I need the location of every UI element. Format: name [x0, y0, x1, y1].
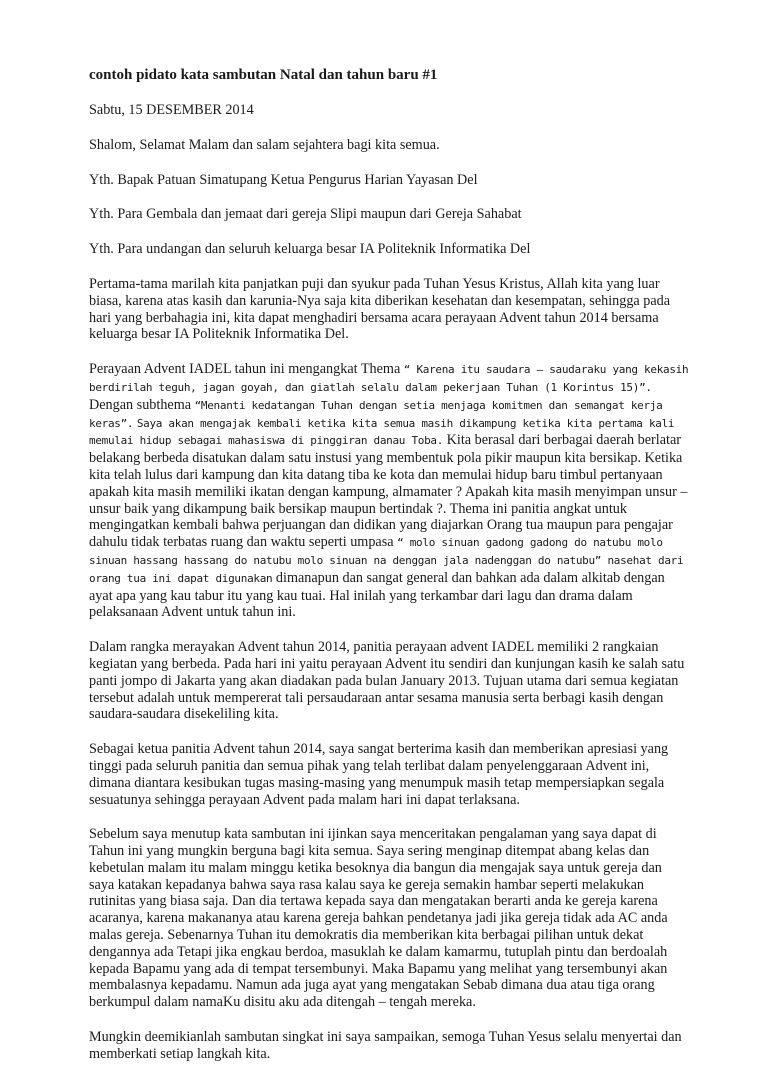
paragraph-theme [89, 361, 689, 621]
subtheme-intro: Dengan subthema [89, 396, 192, 413]
paragraph-appreciation: Sebagai ketua panitia Advent tahun 2014, saya sangat berterima kasih dan memberikan apresiasi yang tinggi pada seluruh panitia dan semua pihak yang telah terlibat dalam penyelenggaraan Advent ini, dimana diantara kesibukan tugas masing-masing yang menumpuk masih tetap mempersiapkan segala sesuatunya sehingga perayaan Advent pada malam hari ini dapat terlaksana. [89, 741, 669, 808]
document-title: contoh pidato kata sambutan Natal dan tahun baru #1 [89, 67, 438, 83]
paragraph-closing: Mungkin deemikianlah sambutan singkat ini saya sampaikan, semoga Tuhan Yesus selalu menyertai dan memberkati setiap langkah kita. [89, 1029, 682, 1062]
paragraph-opening: Pertama-tama marilah kita panjatkan puji dan syukur pada Tuhan Yesus Kristus, Allah kita yang luar biasa, karena atas kasih dan karunia-Nya saja kita diberikan kesehatan dan kesempatan, sehingga pada hari yang berbahagia ini, kita dapat menghadiri bersama acara perayaan Advent tahun 2014 bersama keluarga besar IA Politeknik Informatika Del. [89, 275, 671, 343]
theme-intro: Perayaan Advent IADEL tahun ini mengangkat Thema [89, 361, 401, 378]
theme-quote: “ Karena itu saudara – saudaraku yang kekasih berdirilah teguh, jagan goyah, dan giatlah selalu dalam pekerjaan Tuhan (1 Korintus 15)”. [89, 363, 689, 394]
theme-closing: dimanapun dan sangat general dan bahkan ada dalam alkitab dengan ayat apa yang kau tabur itu yang kau tuai. Hal inilah yang terkambar dari lagu dan drama dalam pelaksanaan Advent untuk tahun ini. [89, 569, 665, 621]
greeting-line: Shalom, Selamat Malam dan salam sejahtera bagi kita semua. [89, 136, 440, 153]
paragraph-activities: Dalam rangka merayakan Advent tahun 2014, panitia perayaan advent IADEL memiliki 2 rangkaian kegiatan yang berbeda. Pada hari ini yaitu perayaan Advent itu sendiri dan kunjungan kasih ke salah satu panti jompo di Jakarta yang akan diadakan pada bulan January 2013. Tujuan utama dari semua kegiatan tersebut adalah untuk mempererat tali persaudaraan antar sesama manusia serta berbagi kasih dengan saudara-saudara disekeliling kita. [89, 639, 685, 723]
salutation-2: Yth. Para Gembala dan jemaat dari gereja Slipi maupun dari Gereja Sahabat [89, 206, 522, 223]
subtheme-quote: “Menanti kedatangan Tuhan dengan setia menjaga komitmen dan semangat kerja keras”. [89, 398, 663, 430]
salutation-3: Yth. Para undangan dan seluruh keluarga besar IA Politeknik Informatika Del [89, 241, 531, 258]
salutation-1: Yth. Bapak Patuan Simatupang Ketua Pengurus Harian Yayasan Del [89, 171, 478, 188]
umpasa-quote: “ molo sinuan gadong gadong do natubu molo sinuan hassang hassang do natubu molo sinuan na denggan jala nadenggan do natubu” nasehat dari orang tua ini dapat digunakan [89, 536, 684, 585]
theme-body: Kita berasal dari berbagai daerah berlatar belakang berbeda disatukan dalam satu instusi yang membentuk pola pikir maupun kita bersikap. Ketika kita telah lulus dari kampung dan kita datang tiba ke kota dan memulai hidup baru timbul pertanyaan apakah kita masih memiliki ikatan dengan kampung, almamater ? Apakah kita masih menyimpan unsur – unsur baik yang dikampung baik bersikap maupun bertindak ?. Thema ini panitia angkat untuk mengingatkan kembali bahwa perjuangan dan didikan yang diajarkan Orang tua maupun para pengajar dahulu tidak terbatas ruang dan waktu seperti umpasa [89, 432, 688, 551]
date-line: Sabtu, 15 DESEMBER 2014 [89, 102, 254, 118]
theme-reflection: Saya akan mengajak kembali ketika kita semua masih dikampung ketika kita pertama kali memulai hidup sebagai mahasiswa di pinggiran danau Toba. [89, 416, 675, 448]
document-page [89, 66, 689, 1081]
paragraph-story: Sebelum saya menutup kata sambutan ini ijinkan saya menceritakan pengalaman yang saya dapat di Tahun ini yang mungkin berguna bagi kita semua. Saya sering menginap ditempat abang kelas dan kebetulan malam itu malam minggu ketika besoknya dia bangun dia mengajak saya untuk gereja dan saya katakan kepadanya bahwa saya rasa kalau saya ke gereja semakin hambar seperti melakukan rutinitas yang biasa saja. Dan dia tertawa kepada saya dan mengatakan berarti anda ke gereja karena acaranya, karena makananya atau karena gereja bahkan pendetanya jadi jika gereja tidak ada AC anda malas gereja. Sebenarnya Tuhan itu demokratis dia memberikan kita berbagai pilihan untuk dekat dengannya ada Tetapi jika engkau berdoa, masuklah ke dalam kamarmu, tutuplah pintu dan berdoalah kepada Bapamu yang ada di tempat tersembunyi. Maka Bapamu yang melihat yang tersembunyi akan membalasnya kepadamu. Namun ada juga ayat yang mengatakan Sebab dimana dua atau tiga orang berkumpul dalam namaKu disitu aku ada ditengah – tengah mereka. [89, 826, 668, 1011]
